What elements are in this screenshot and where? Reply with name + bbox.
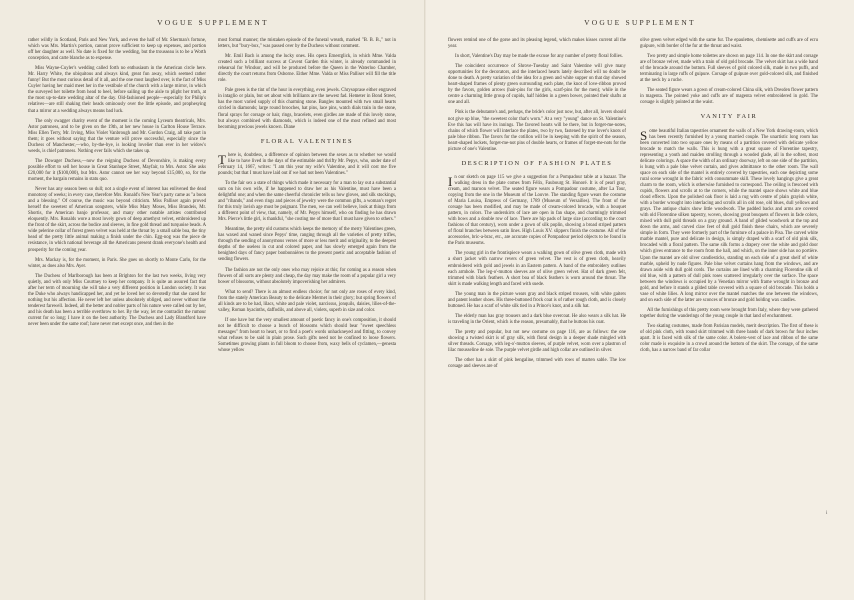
left-column-1: [28, 38, 206, 332]
left-page: [0, 0, 426, 600]
paragraph: The Dowager Duchess,—now the reigning Duchess of Devonshire, is making every possible effort to sell her house in Great Stanhope Street, Mayfair, to Mrs. Astor. She asks £20,000 for it ($100,000), but Mrs. Astor cannot see her way beyond £15,000, so, for the moment, the bargain remains in statu quo.: [28, 158, 206, 182]
paragraph: olive green velvet edged with the same fur. The epaulettes, chemisette and cuffs are of ecru guipure, with border of the fur at the throat and waist.: [640, 38, 818, 50]
paragraph: Miss Wayne-Cuyler's wedding called forth no enthusiasm in the American circle here. Mr. Harry White, the ubiquitous and always kind, great fun away, which seemed rather funny! But the most curious detail of it all, and the one most laughed over, is the fact of Miss Cuyler having her maid meet her in the vestibule of the church with a large mirror, in which the surveyed her toilette from head to heel, before sailing up the aisle to plight her troth, at the most up-to-date wedding altar of the day. Old-fashioned people—especially for Philip's relatives—are still shaking their heads ominously over the little episode, and prophesying that a mirror at a wedding always means bad luck.: [28, 66, 206, 114]
paragraph: The elderly man has gray trousers and a dark blue overcoat. He also wears a silk hat. He is traveling in the Orient, which is the reason, presumably, that he buttons his coat.: [448, 313, 626, 325]
paragraph: Mr. Emil Bach is among the lucky ones. His opera Ernestglick, in which Mme. Valda created such a brilliant success at Covent Garden this winter, is already commanded in rehearsal for Windsor, and will be produced before the Queen in the Waterloo Chamber, directly the court returns from Osborne. Either Mme. Valda or Miss Palliser will fill the title role.: [218, 54, 396, 84]
left-column-2: [218, 38, 396, 358]
paragraph: The other has a skirt of pink bengaline, trimmed with rows of marten sable. The low corsage and sleeves are of: [448, 358, 626, 370]
paragraph: Pink is the debutante's and, perhaps, the bride's color just now, but, after all, lovers should not give up blue, "the sweetest color that's worn." At a very "young" dance on St. Valentine's Eve this has will have its innings. The favored hearts will be there, but in forget-me-notes, chains of which flower will interlace the plates, two by two, fastened by true lover's knots of pale blue ribbon. The favors for the cotillon will be in keeping with the spirit of the season, heart-shaped lockets, forget-me-not pins of double hearts, or frames of forget-me-nots for the picture of one's Valentine.: [448, 110, 626, 152]
article-heading-fashion-plates: DESCRIPTION OF FASHION PLATES: [461, 159, 613, 167]
right-column-1: [448, 38, 626, 374]
paragraph: The fashion are not the only ones who may rejoice at this; for coming as a reason when flowers of all sorts are plenty and cheap, the day may make the room of a popular girl a very bower of blossoms, without absolutely impoverishing her admirers.: [218, 267, 396, 285]
paragraph: The young man in the picture wears gray and black striped trousers, with white gaiters and patent leather shoes. His three-buttoned frock coat is of rather rough cloth, and is closely buttoned. He has a scarf of white silk tied in a Prince's knot, and a silk hat.: [448, 291, 626, 309]
paragraph: In short, Valentine's Day may be made the excuse for any number of pretty floral follies.: [455, 54, 623, 60]
paragraph: rather wildly in Scotland, Paris and New York, and even the half of Mr. Sherman's fortune, which was Mrs. Martin's portion, cannot prove sufficient to keep up expenses, and portion off her daughter as well. No date is fixed for the wedding, but the trousseau is to be a Worth conception, and carte blanche as to expense.: [28, 38, 206, 62]
drop-cap: T: [218, 151, 226, 167]
paragraph: The only swagger charity event of the moment is the coming Lyceum theatricals, Mrs. Astor patroness, and to be given on the 19th, at her new house in Carlton House Terrace. Miss Ellen Terry, Mr. Irving, Miss Violet Vanbrough and Mr. Gordon Craig, all take part in them; it goes without saying that the venture will prove successful, especially since the Duchess of Manchester,—who, by-the-bye, is looking lovelier than ever in her widow's weeds, is chief patroness. Nothing ever fails which she takes up.: [28, 118, 206, 154]
right-column-2: [640, 38, 818, 358]
page-number: i: [826, 511, 828, 516]
drop-cap: S: [640, 127, 648, 143]
right-page: [426, 0, 854, 600]
paragraph: If one have but the very smallest amount of poetic fancy in one's composition, it should not be difficult to choose a bunch of blossoms which should bear "sweet speechless messages" from heart to heart, or to find a poet's words unhackneyed and fitting, to convey what refuses to be said in plain prose. Such gifts need not be confined to loose flowers. Sometimes growing plants in full bloom to choose from, waxy bells of cyclamen,—genesta whose yellow: [218, 317, 396, 354]
paragraph: flowers remind one of the gorse and its pleasing legend, which makes kisses current all the year.: [448, 38, 626, 50]
paragraph: Two skating costumes, made from Parisian models, merit description. The first of these is of old pink cloth, with round skirt trimmed with three bands of dark brown fur four inches apart. It is faced with silk of the same color. A bolero-vest of lace and ribbon of the same color made is exquisite in a crowd around the bottom of the skirt. The corsage, of the same cloth, has a narrow band of far collar: [640, 323, 818, 354]
paragraph: In our sketch on page 115 we give a suggestion for a Pompadour table at a bazaar. The walking dress in the plate comes from Félix, Faubourg St. Honoré. It is of pearl gray, cream, and maroon velvet. The seated figure wears a Pompadour costume, after La Tour, copying from the one in the Museum of the Louvre. The standing figure wears the costume of Maria Louisa, Empress of Germany, 1789 (Museum of Versailles). The front of the corsage has been modified, and may be made of cream-colored brocade, with a bouquet pattern, in colors. The underskirts of lace are open in fan shape, and charmingly trimmed with bows and a double row of lace. There are hip pads of large size (according to the court fashions of that century), worn under a gown of silk poplin, showing a broad striped pattern of floral branches between satin lines. High Louis XV. slippers finish the costume. All of the accessories, bric-a-brac, etc., are accurate copies of Pompadour period objects to be found in the Paris museums.: [448, 173, 626, 247]
paragraph: Pale green is the tint of the hour in everything, even jewels. Chrysoprase either engraved in intaglio or plain, but set about with brilliants are the newest fad. Hemeter in Bond Street, has the most varied supply of this charming stone. Bangles mounted with two small hearts circled in diamonds; large round brooches, hat pins, lace pins, watch dials train in the stone, floral sprays for corsage or hair, rings, bracelets, even girdles are made of this lovely stone, but always combined with diamonds, which is indeed one of the most refined and most becoming precious jewels known. Diane: [218, 88, 396, 130]
paragraph: The seated figure wears a gown of cream-colored China silk, with Dresden flower pattern in magenta. The pointed yoke and cuffs are of magenta velvet embroidered in gold. The corsage is slightly pointed at the waist.: [640, 88, 818, 106]
paragraph: The coincident occurrence of Shrove-Tuesday and Saint Valentine will give many opportunities for the decorators, and the interlaced hearts lately described will no doubt be done to death. A pretty variation of the idea for a green and white supper on that day showed heart-shaped frames of plenty green surrounding each plate, the knot of love-ribbon proved by the favors, golden arrows (hair-pins for the girls, scarf-pins for the men); while in the centre a charming little group of cupids, half hidden in a green bower, pointed their shafts at one and all.: [448, 64, 626, 106]
paragraph: Mrs. Mackay is, for the moment, in Paris. She goes on shortly to Monte Carlo, for the winter, as does also Mrs. Ayer.: [28, 257, 206, 269]
paragraph: There is, doubtless, a difference of opinion between the sexes as to whether we would like to have lived in the days of the estimable and thrifty Mr. Pepys, who, under date of February 14, 1667, writes: "I am this year my wife's Valentine, and it will cost me five pounds; but that I must have laid out if we had not been Valentines.": [218, 151, 396, 176]
paragraph: Meantime, the pretty old customs which keeps the memory of the merry Valentines green, has waxed and waned since Pepys' time, ranging through all the varieties of pretty trifles, through the sending of anonymous verses of more or less merit and originality, to the deepest depths of the useless in cut and colored paper, and has slowly emerged again from the benighted days of fancy paper bonbonnières to the present poetic and acceptable fashion of sending flowers.: [218, 227, 396, 263]
paragraph: most formal manner; the mistaken episode of the funeral wreath, marked "B. B. B.," not in letters, but "bury-box," was passed over by the Duchess without comment.: [218, 38, 396, 50]
paragraph: The pretty and popular, but not new costume on page 116, are as follows: the one showing a twisted skirt is of gray silk, with floral design in a deeper shade mingled with silver threads. Corsage, with leg-o'-mutton sleeves, of purple velvet, worn over a plastron of lilac mousseline de soie. The purple velvet girdle and high collar are outlined in silver.: [448, 329, 626, 354]
article-heading-floral-valentines: FLORAL VALENTINES: [260, 137, 354, 145]
article-heading-vanity-fair: VANITY FAIR: [700, 113, 758, 121]
drop-cap: I: [448, 173, 453, 189]
running-head-left: VOGUE SUPPLEMENT: [157, 18, 269, 27]
paragraph: Some beautiful Italian tapestries ornament the walls of a New York drawing-room, which has been recently furnished by a young married couple. The unartistic long room has been converted into two square ones by means of a partition covered with delicate yellow brocade to match the walls. This is hung with a great square of Florentine tapestry, representing a youth and maiden strolling through a wooded glade, all in the softest, most delicate colorings. A space the width of an ordinary doorway, left on one side of the partition, is hung with a pale blue velvet curtain, and gives admittance to the other room. The wall space on each side of the mantel is entirely covered by tapestries, each one depicting some rural scene wrought in the fabric with consummate skill. These lovely hangings give a great charm to the room, which is otherwise furnished to correspond. The ceiling is frescoed with cupids, flowers and scrolls at to the corners, while the mantel space shows white and blue cloud effects. Upon the polished oak floor is laid a rug with centre of plain grayish white, with a border wrought into interlacing and scrolls all in old rose, old blues, dull yellows and grays. The antique chairs show little woodwork. The padded backs and arms are covered with old Florentine silken tapestry, woven, showing great bouquets of flowers in fade colors, mixed with dull gold threads on a gray ground. A band of gilded woodwork at the top and down the arms, and carved claw feet of dull gold finish these chairs, which are severely simple in form. They were formerly part of the furniture of a palace in Pisa. The carved white marble mantel, pure and delicate in design, is simply draped with a scarf of old pink silk, brocaded with a floral pattern. The same silk forms a drapery over the white and gold door which gives entrance to the room from the hall, and which, on the inner side has no portière. Upon the mantel are old silver candlesticks, standing on each side of a great shelf of white marble, upheld by nude figures. Pale blue velvet curtains hang from the windows, and are drawn aside with dull gold cords. The curtains are lined with a charming Florentine silk of old blue, with a pattern of dull pink roses scattered irregularly over the surface. The space between the windows is occupied by a Venetian mirror with frame wrought in bronze and gold, and before it stands a gilded table covered with a square of old brocade. This holds a vase of white lilies. A long mirror over the mantel matches the one between the windows, and on each side of the latter are sconces of bronze and gold holding wax candles.: [640, 127, 818, 303]
paragraph: What to send? There is an almost endless choice; for not only are roses of every kind, from the stately American Beauty to the delicate Mermet in their glory; but spring flowers of all kinds are to be had, lilacs, white and pale violet, narcissus, jonquils, daisies, lilies-of-the-valley, Roman hyacinths, daffodils, and above all, violets, superb in size and color.: [218, 289, 396, 313]
paragraph: The Duchess of Marlborough has been at Brighton for the last two weeks, living very quietly, and with only Miss Courtney to keep her company. It is quite an assured fact that after her term of mourning she will take a very different position in London society. It was the Duke who always handicapped her, and yet he loved her so devotedly that she cared for nothing but his affection. He never left her unless absolutely obliged, and never without the tenderest farewell. Indeed, all the better and nobler parts of his nature were called out by her, and his death has been a terrible overthrow to her. By the way, let me contradict the rumour current for so long; I have it on the best authority. The Duchess and Lady Blandford have never been under the same roof; have never met except once, and then in the: [28, 273, 206, 328]
paragraph: To the fair sex a state of things which made it necessary for a man to lay out a substantial sum on his own wife, if he happened to draw her as his Valentine, must have been a delightful one; and when the same cheerful chronicler tells us how gloves, and silk stockings, and "ribands," and even rings and pieces of jewelry were the common gifts, a woman's regret for this truly lavish age must be poignant. The men, we can well believe, look at things from a different point of view, that, namely, of Mr. Pepys himself, who on finding he has drawn Mrs. Pierce's little girl, is thankful, "she costing me of more that I must have given to others.": [218, 180, 396, 223]
paragraph: Two pretty and simple home toilettes are shown on page 114. In one the skirt and corsage are of bronze velvet, made with a train of old gold brocade. The velvet skirt has a wide band of the brocade around the bottom. Full sleeves of gold colored silk, made in two puffs, and terminating in large ruffs of guipure. Corsage of guipure over gold-colored silk, and finished at the neck by a ruche.: [640, 54, 818, 84]
paragraph: Never has any season been so dull; not a single event of interest has enlivened the dead monotony of weeks; in every case, therefore Mrs. Ronald's New Year's party came as "a boon and a blessing." Of course, the music was beyond criticism. Miss Palliser again proved herself the sweetest of American songsters, while Miss Mary Moses, Miss Brandeis, Mr. Shortis, the American banjo professor, and many other notable artistes contributed eloquently. Mrs. Ronalds wore a most lovely gown of deep amethyst velvet, embroidered up the front of the skirt, across the bodice and sleeves, in fine gold thread and turquoise beads. A wide pelerine collar of forest green velvet was held at the throat by a small sable boa, the tiny head of the pretty little animal making a finish under the chin. Egg-nog was the piece de resistance, in which national beverage all the Americans present drank everyone's health and prosperity for the coming year.: [28, 187, 206, 253]
running-head-right: VOGUE SUPPLEMENT: [584, 18, 696, 27]
paragraph: All the furnishings of this pretty room were brought from Italy, where they were gathered together during the wanderings of the young couple in that land of enchantment.: [640, 307, 818, 319]
paragraph: The young girl in the frontispiece wears a walking gown of olive green cloth, made with a short jacket with narrow revers of green velvet. The vest is of green cloth, heavily embroidered with gold and jewels in an Eastern pattern. A band of the embroidery outlines each armhole. The leg-o'-mutton sleeves are of olive green velvet. Hat of dark green felt, trimmed with black feathers. A short boa of black feathers is worn around the throat. The skirt is made walking length and faced with suede.: [448, 251, 626, 287]
